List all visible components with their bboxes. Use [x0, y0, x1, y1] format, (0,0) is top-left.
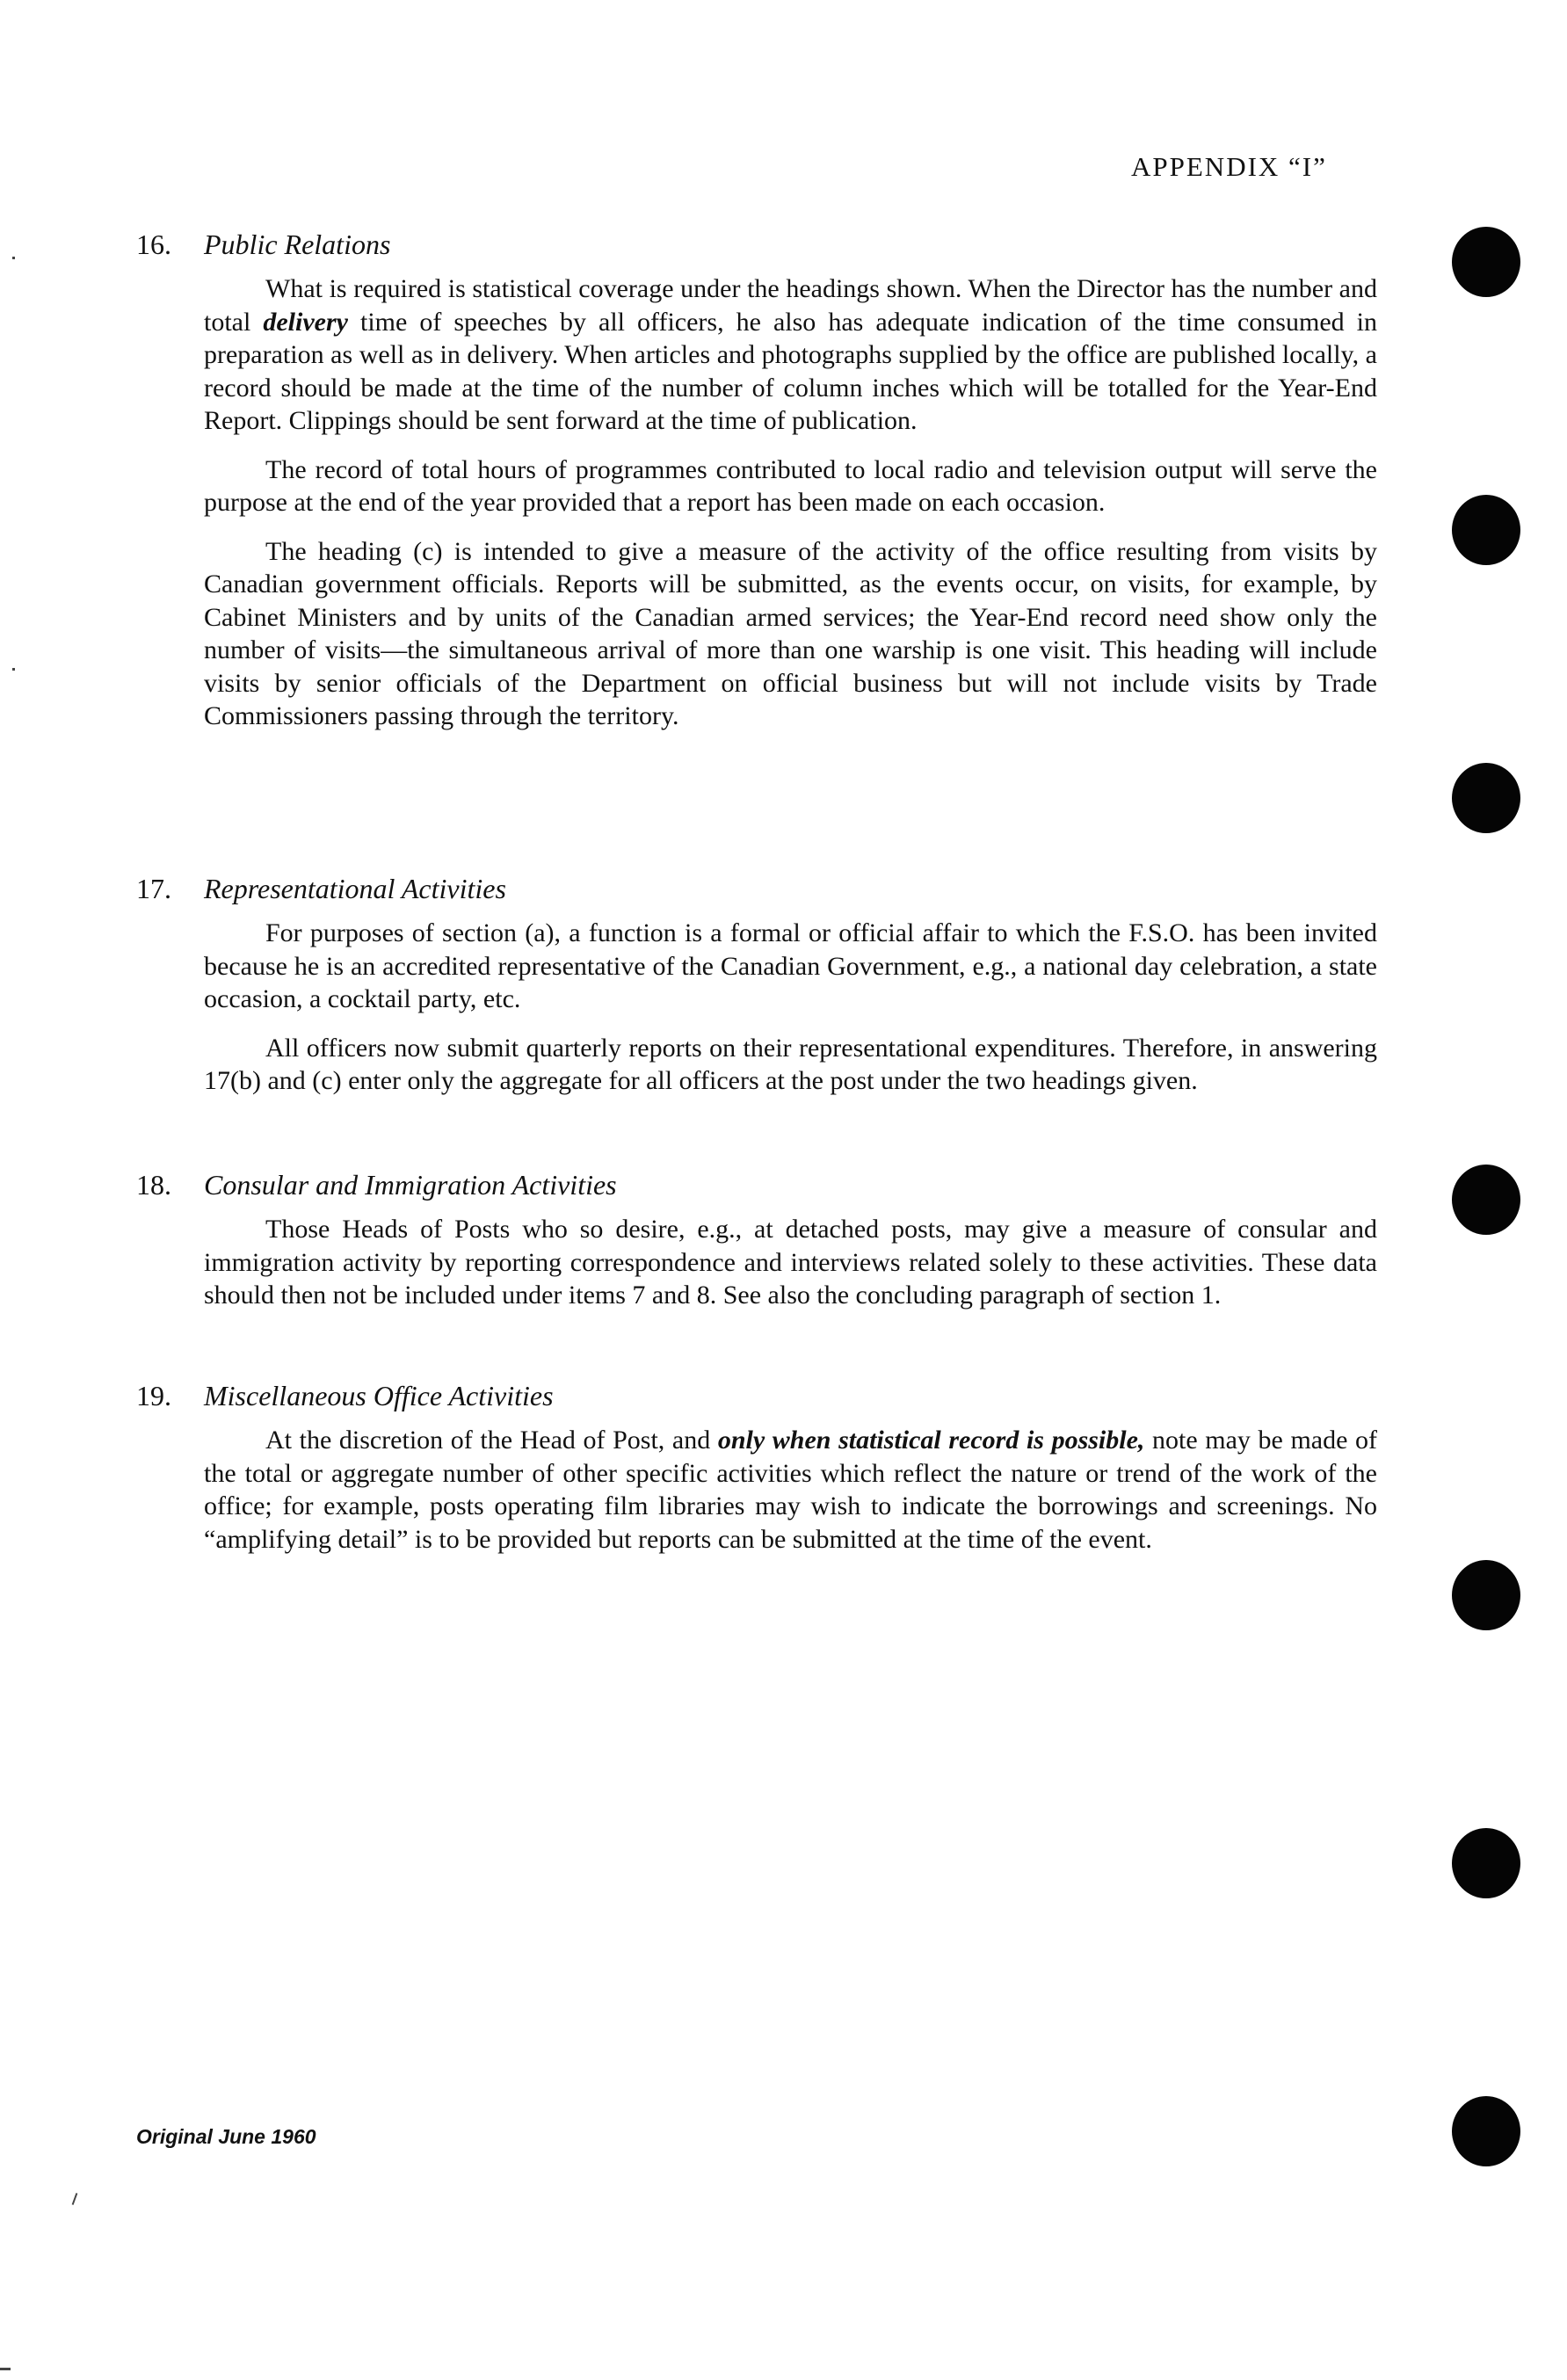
section-17 — [136, 871, 1377, 1114]
section-body — [204, 917, 1377, 1098]
binder-hole — [1452, 2096, 1520, 2166]
section-number: 19. — [136, 1380, 171, 1411]
scan-speck — [72, 2193, 78, 2205]
paragraph-text: At the discretion of the Head of Post, and — [265, 1426, 718, 1455]
body-paragraph — [204, 1032, 1377, 1098]
section-title: Consular and Immigration Activities — [204, 1169, 617, 1201]
body-paragraph — [204, 454, 1377, 519]
section-title: Representational Activities — [204, 873, 506, 904]
section-19 — [136, 1378, 1377, 1571]
section-heading — [136, 1167, 1377, 1202]
paragraph-text: time of speeches by all officers, he also has adequate indication of the time consumed in preparation as well as in delivery. When articles and photographs supplied by the office are published locally, a record should be made at the time of the number of column inches which will be totalled for the Year-End Report. Clippings should be sent forward at the time of publication. — [204, 307, 1377, 435]
binder-hole — [1452, 1165, 1520, 1235]
section-16 — [136, 227, 1377, 749]
binder-hole — [1452, 495, 1520, 565]
body-paragraph — [204, 535, 1377, 733]
section-title: Public Relations — [204, 229, 391, 260]
section-heading — [136, 871, 1377, 906]
paragraph-text: Those Heads of Posts who so desire, e.g., at detached posts, may give a measure of consular and immigration activity by reporting correspondence and interviews related solely to these activities. These data should then not be included under items 7 and 8. See also the concluding paragraph of section 1. — [204, 1215, 1377, 1310]
footer-date-note: Original June 1960 — [136, 2125, 316, 2148]
binder-hole — [1452, 1560, 1520, 1630]
section-number: 16. — [136, 229, 171, 260]
paragraph-text: For purposes of section (a), a function is a formal or official affair to which the F.S.O. has been invited because he is an accredited representative of the Canadian Government, e.g., a national day celebration, a state occasion, a cocktail party, etc. — [204, 918, 1377, 1013]
paragraph-text: The heading (c) is intended to give a measure of the activity of the office resulting from visits by Canadian government officials. Reports will be submitted, as the events occur, on visits, for example, by Cabinet Ministers and by units of the Canadian armed services; the Year-End record need show only the number of visits—the simultaneous arrival of more than one warship is one visit. This heading will include visits by senior officials of the Department on official business but will not include visits by Trade Commissioners passing through the territory. — [204, 536, 1377, 730]
section-heading — [136, 227, 1377, 262]
section-body — [204, 272, 1377, 733]
scan-speck — [12, 668, 15, 671]
paragraph-text: The record of total hours of programmes contributed to local radio and television output will serve the purpose at the end of the year provided that a report has been made on each occasion. — [204, 454, 1377, 517]
binder-hole — [1452, 1828, 1520, 1898]
binder-hole — [1452, 227, 1520, 297]
scan-speck — [0, 2368, 11, 2370]
body-paragraph — [204, 1213, 1377, 1312]
emphasized-text: delivery — [263, 307, 348, 337]
body-paragraph — [204, 917, 1377, 1016]
section-18 — [136, 1167, 1377, 1328]
scan-speck — [12, 257, 15, 259]
section-number: 17. — [136, 873, 171, 904]
paragraph-text: All officers now submit quarterly reports on their representational expenditures. Therefore, in answering 17(b) and (c) enter only the aggregate for all officers at the post under the two headings given. — [204, 1033, 1377, 1095]
paragraph-text: What is required is statistical coverage under the headings shown. When the Director has the number and total — [204, 274, 1377, 337]
body-paragraph — [204, 1424, 1377, 1556]
section-title: Miscellaneous Office Activities — [204, 1380, 554, 1411]
section-body — [204, 1213, 1377, 1312]
section-body — [204, 1424, 1377, 1556]
paragraph-text: note may be made of the total or aggregate number of other specific activities which reflect the nature or trend of the work of the office; for example, posts operating film libraries may wish to indicate the borrowings and screenings. No “amplifying detail” is to be provided but reports can be submitted at the time of the event. — [204, 1426, 1378, 1554]
binder-hole — [1452, 763, 1520, 833]
appendix-label: APPENDIX “I” — [1131, 151, 1327, 182]
emphasized-text: only when statistical record is possible, — [717, 1426, 1145, 1455]
section-heading — [136, 1378, 1377, 1413]
section-number: 18. — [136, 1169, 171, 1201]
body-paragraph — [204, 272, 1377, 438]
